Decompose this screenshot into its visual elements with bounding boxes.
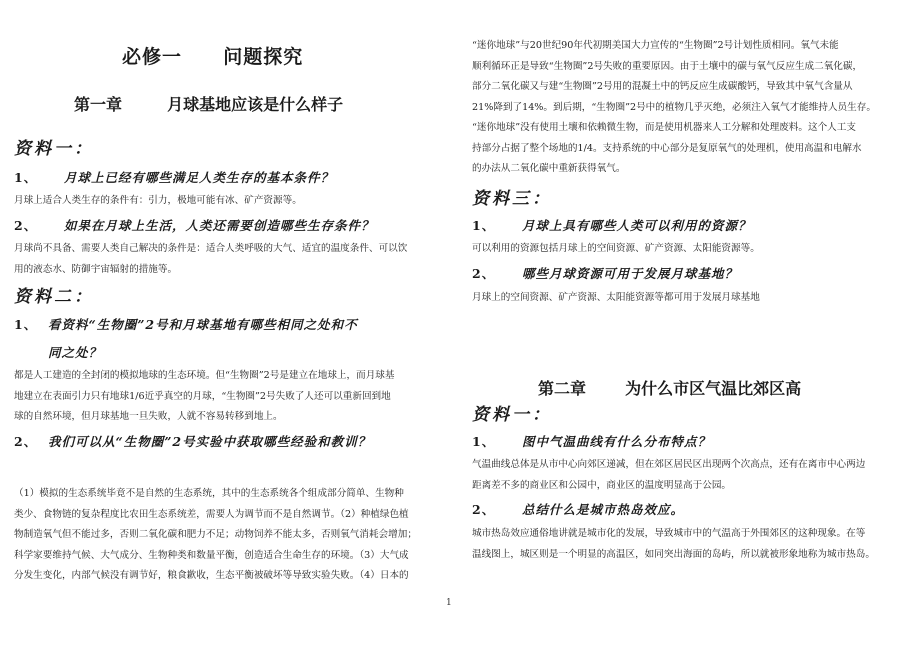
chapter1-title: 月球基地应该是什么样子 — [167, 95, 344, 114]
question-4-text: 我们可以从“生物圈”2号实验中获取哪些经验和教训？ — [48, 434, 372, 449]
question-2-num: 2、 — [14, 218, 38, 233]
question-6 — [472, 264, 738, 282]
question-5-text: 月球上具有哪些人类可以利用的资源？ — [522, 218, 752, 233]
answer-8: 城市热岛效应通俗地讲就是城市化的发展，导致城市中的气温高于外围郊区的这种现象。在等 温线图上，城区则是一个明显的高温区，如同突出海面的岛屿，所以就被形象地称为城市热岛。 — [472, 528, 875, 560]
question-4-num: 2、 — [14, 434, 38, 449]
answer-5: 可以利用的资源包括月球上的空间资源、矿产资源、太阳能资源等。 — [472, 243, 760, 254]
question-1 — [14, 168, 334, 186]
question-7-text: 图中气温曲线有什么分布特点？ — [522, 434, 712, 449]
chapter1-heading — [74, 92, 343, 115]
question-1-text: 月球上已经有哪些满足人类生存的基本条件？ — [64, 170, 335, 185]
page-number: 1 — [446, 598, 452, 608]
question-1-num: 1、 — [14, 170, 38, 185]
chapter2-num: 第二章 — [538, 379, 587, 398]
question-7 — [472, 432, 711, 450]
section-tag-1: 资料一： — [14, 139, 94, 159]
question-2 — [14, 216, 375, 234]
left-column — [0, 0, 430, 650]
question-4 — [14, 432, 371, 450]
answer-3: 都是人工建造的全封闭的模拟地球的生态环境。但“生物圈”2号是建立在地球上，而月球基 地建立在表面引力只有地球1/6近乎真空的月球，“生物圈”2号失败了人还可以重新回到地 球的自然环境，但月球基地一旦失败，人就不容易转移到地上。 — [14, 370, 395, 422]
chapter2-title: 为什么市区气温比郊区高 — [625, 379, 802, 398]
question-5 — [472, 216, 752, 234]
question-3-num: 1、 — [14, 317, 38, 332]
question-3-text-line1: 看资料“生物圈”2号和月球基地有哪些相同之处和不 — [48, 317, 358, 332]
answer-4: （1）模拟的生态系统毕竟不是自然的生态系统，其中的生态系统各个组成部分简单、生物种 类少、食物链的复杂程度比农田生态系统差，需要人为调节而不是自然调节。（2）种植绿色植 物制造氧气但不能过多，否则二氧化碳和肥力不足；动物饲养不能太多，否则氧气消耗会增加； 科学家要维持气候、大气成分、生物种类和数量平衡，创造适合生命生存的环境。（3）大气成 分发生变化，内部气候没有调节好，粮食歉收，生态平衡被破坏等导致实验失败。（4）日本的 — [14, 488, 417, 581]
section-tag-3: 资料三： — [472, 189, 552, 209]
section-tag-2: 资料二： — [14, 287, 94, 307]
question-6-num: 2、 — [472, 266, 496, 281]
question-7-num: 1、 — [472, 434, 496, 449]
question-8 — [472, 500, 684, 518]
question-2-text: 如果在月球上生活，人类还需要创造哪些生存条件？ — [64, 218, 375, 233]
question-3-line2: 同之处？ — [48, 345, 103, 360]
answer-6: 月球上的空间资源、矿产资源、太阳能资源等都可用于发展月球基地 — [472, 292, 760, 303]
section-tag-4: 资料一： — [472, 405, 552, 425]
continued-paragraph: “迷你地球”与20世纪90年代初期美国大力宣传的“生物圈”2号计划性质相同。氧气未能 顺利循环正是导致“生物圈”2号失败的重要原因。由于土壤中的碳与氧气反应生成二氧化碳， 部分二氧化碳又与建“生物圈”2号用的混凝土中的钙反应生成碳酸钙，导致其中氧气含量从 21%降到了14%。到后期，“生物圈”2号中的植物几乎灭绝，必须注入氧气才能维持人员生存。 “迷你地球”没有使用土壤和依赖微生物，而是使用机器来人工分解和处理废料。这个人工支 持部分占据了整个场地的1/4。支持系统的中心部分是复原氧气的处理机，使用高温和电解水 的办法从二氧化碳中重新获得氧气。 — [472, 40, 876, 174]
main-title-part2: 问题探究 — [223, 46, 304, 68]
main-title-part1: 必修一 — [122, 46, 183, 68]
question-3 — [14, 315, 358, 333]
main-title — [122, 42, 303, 69]
answer-1: 月球上适合人类生存的条件有：引力，极地可能有冰、矿产资源等。 — [14, 195, 302, 206]
answer-7: 气温曲线总体是从市中心向郊区递减，但在郊区居民区出现两个次高点，还有在离市中心两边 距离差不多的商业区和公园中，商业区的温度明显高于公园。 — [472, 459, 866, 491]
chapter2-heading — [538, 376, 801, 399]
answer-2: 月球尚不具备、需要人类自己解决的条件是：适合人类呼吸的大气、适宜的温度条件、可以饮 用的液态水、防御宇宙辐射的措施等。 — [14, 243, 408, 275]
question-8-num: 2、 — [472, 502, 496, 517]
chapter1-num: 第一章 — [74, 95, 123, 114]
question-5-num: 1、 — [472, 218, 496, 233]
question-6-text: 哪些月球资源可用于发展月球基地？ — [522, 266, 739, 281]
question-8-text: 总结什么是城市热岛效应。 — [522, 502, 685, 517]
right-column — [460, 0, 890, 650]
